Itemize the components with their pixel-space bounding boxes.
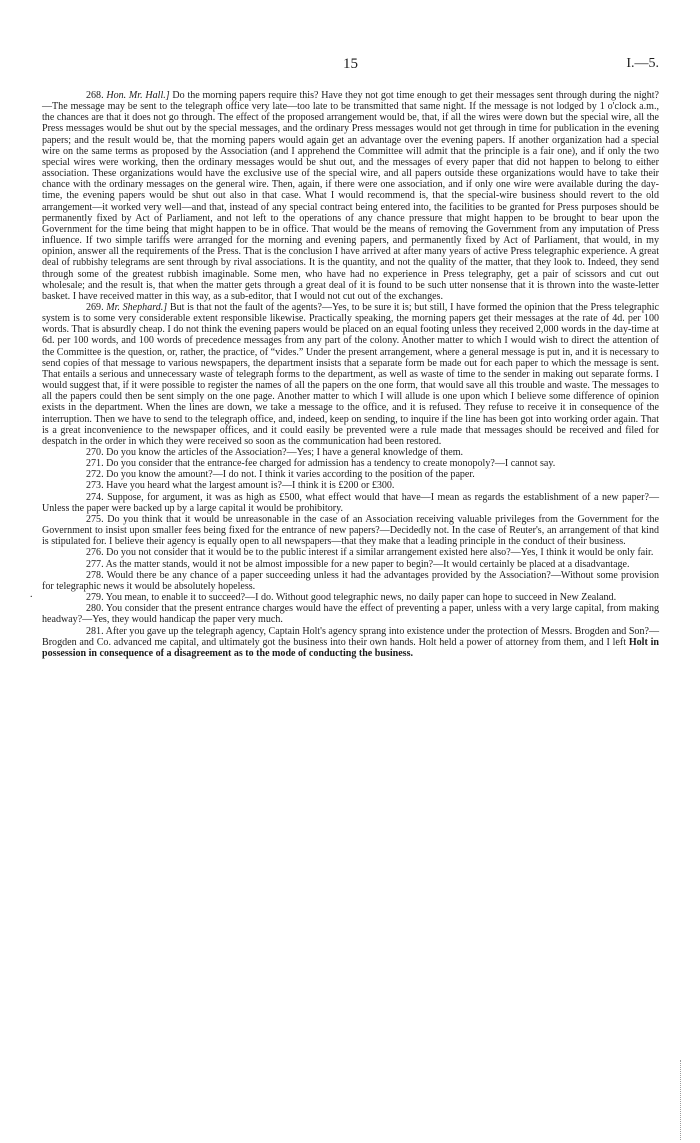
question-number: 269. — [86, 301, 104, 313]
question-answer-text: You mean, to enable it to succeed?—I do. Without good telegraphic news, no daily paper can hope to succeed in New Zealand. — [105, 592, 617, 604]
question-paragraph — [42, 592, 659, 603]
margin-mark: . — [30, 589, 33, 600]
question-paragraph — [42, 559, 659, 570]
speaker-name: Hon. Mr. Hall.] — [106, 90, 170, 101]
question-paragraph — [42, 458, 659, 469]
question-number: 276. — [86, 547, 104, 559]
question-answer-text: But is that not the fault of the agents?—Yes, to be sure it is; but still, I have formed the opinion that the Press telegraphic system is to some very considerable extent responsible likewise. Practically speaking, the morning papers get their messages at the rate of 4d. per 100 words. That is absurdly cheap. I do not think the evening papers would be placed on an equal footing unless they received 2,000 words in the day-time at 6d. per 100 words, and 100 words of precedence messages from any part of the colony. Another matter to which I would wish to direct the attention of the Committee is the question, or, rather, the practice, of “vides.” Under the present arrangement, where a general message is put in, and it is necessary to send copies of that message to various newspapers, the department insists that a separate form be made out for each paper to which the message is sent. That entails a serious and unnecessary waste of telegraph forms to the department, as well as waste of time to the sender in making out separate forms. I would suggest that, if it were possible to register the names of all the papers on the one form, that would save all this trouble and waste. The messages to all the papers could then be sent simply on the one page. Another matter to which I will allude is one upon which I believe some difference of opinion exists in the department. When the lines are down, we take a message to the office, and it is refused. They refuse to receive it in consequence of the interruption. Then we have to send to the telegraph office, and, indeed, keep on sending, to inquire if the line has been got into working order again. That is a great inconvenience to the newspaper offices, and it could easily be prevented were a rule made that messages should be received and filed for despatch in the order in which they were received so soon as the communication had been restored. — [42, 301, 660, 447]
question-answer-text: Suppose, for argument, it was as high as £500, what effect would that have—I mean as regards the establishment of a new paper?—Unless the paper were backed up by a large capital it would be prohibitory. — [42, 491, 659, 514]
question-answer-text: Would there be any chance of a paper succeeding unless it had the advantages provided by the Association?—Without some provision for telegraphic news it would be absolutely hopeless. — [42, 569, 659, 592]
question-paragraph — [42, 603, 659, 625]
question-number: 272. — [86, 469, 104, 481]
question-number: 271. — [86, 458, 104, 470]
question-answer-text: Do you consider that the entrance-fee charged for admission has a tendency to create monopoly?—I cannot say. — [106, 458, 556, 470]
question-answer-text: Do you think that it would be unreasonable in the case of an Association receiving valuable privileges from the Government for the Government to insist upon smaller fees being fixed for the entrance of new papers?—Decidedly not. In the case of Reuter's, an arrangement of that kind is stipulated for. I believe their agency is equally open to all newspapers—that they make that a leading principle in the conduct of their business. — [42, 513, 659, 548]
question-answer-text: Do you know the amount?—I do not. I think it varies according to the position of the paper. — [106, 469, 475, 481]
question-paragraph — [42, 480, 659, 491]
question-paragraph — [42, 626, 659, 659]
question-number: 278. — [86, 569, 104, 581]
question-number: 281. — [86, 625, 104, 637]
edge-dot-rule — [680, 1060, 682, 1140]
question-number: 277. — [86, 558, 104, 570]
question-paragraph — [42, 547, 659, 558]
question-paragraph — [42, 514, 659, 547]
question-paragraph — [42, 447, 659, 458]
evidence-text — [42, 90, 659, 659]
question-answer-text: After you gave up the telegraph agency, Captain Holt's agency sprang into existence under the protection of Messrs. Brogden and Son?—Brogden and Co. advanced me capital, and ultimately got the business into their own hands. Holt held a power of attorney from them, and I left — [42, 625, 659, 648]
question-number: 280. — [86, 603, 104, 615]
page-header — [42, 56, 659, 78]
question-paragraph — [42, 90, 659, 302]
question-number: 279. — [86, 592, 104, 604]
question-answer-text: Do you know the articles of the Association?—Yes; I have a general knowledge of them. — [106, 447, 464, 458]
question-paragraph — [42, 492, 659, 514]
page-number: 15 — [343, 56, 358, 72]
question-paragraph — [42, 469, 659, 480]
question-number: 273. — [86, 480, 104, 492]
question-paragraph — [42, 570, 659, 592]
question-paragraph — [42, 302, 659, 447]
question-answer-text: Do the morning papers require this? Have they not got time enough to get their messages sent through during the night?—The message may be sent to the telegraph office very late—too late to be transmitted that same night. If the message is not lodged by 1 o'clock a.m., the chances are that it does not go through. The effect of the proposed arrangement would be, that, if all the wires were down but the special wire, all the Press messages would be shut out by the special messages, and the ordinary Press messages would not get through in time for publication in the evening papers; and the result would be, that the morning papers would again get an advantage over the evening papers. If another organization had a special wire on the same terms as proposed by the Association (and I apprehend the Committee will admit that the principle is a fair one), and if only the two special wires were working, then the ordinary messages would be shut out, and the messages of every paper that did not happen to belong to either association. These organizations would have the exclusive use of the special wire, and all papers outside these organizations would have to take their chance with the ordinary messages on the general wire. Then, again, if there were one association, and if only one wire were available during the day-time, the evening papers would be shut out also in that case. What I would recommend is, that the special-wire business should revert to the old arrangement—it worked very well—and that, instead of any special contract being entered into, the facilities to be granted for Press purposes should be permanently fixed by Act of Parliament, and not left to the operations of any chance pressure that might happen to be brought to bear upon the Government for the time being that might happen to be in office. That would be the means of removing the Government from any imputation of Press influence. If two simple tariffs were arranged for the morning and evening papers, and permanently fixed by Act of Parliament, that would, in my opinion, answer all the requirements of the Press. That is the conclusion I have arrived at after many years of active Press telegraphic experience. A great deal of rubbishy telegrams are sent through by rival associations. It is the quantity, and not the quality of the matter, that they look to. Indeed, they send through some of the greatest rubbish imaginable. Some men, who have had no experience in Press telegraphy, get a pair of scissors and cut out wholesale; and the result is, that when the matter gets through a great deal of it is found to be such utter nonsense that it is thrown into the waste-letter basket. I have received matter in this way, as a sub-editor, that I would not cut out of the exchanges. — [42, 90, 659, 302]
question-answer-text: You consider that the present entrance charges would have the effect of preventing a paper, unless with a very large capital, from making headway?—Yes, they would handicap the paper very much. — [42, 603, 659, 626]
question-number: 274. — [86, 491, 104, 503]
question-answer-text: Have you heard what the largest amount is?—I think it is £200 or £300. — [106, 480, 395, 492]
question-number: 270. — [86, 447, 104, 458]
paper-reference: I.—5. — [626, 56, 659, 71]
speaker-name: Mr. Shephard.] — [106, 301, 168, 313]
question-number: 268. — [86, 90, 104, 101]
question-number: 275. — [86, 513, 104, 525]
question-answer-text: As the matter stands, would it not be almost impossible for a new paper to begin?—It would certainly be placed at a disadvantage. — [105, 558, 630, 570]
question-answer-text: Do you not consider that it would be to the public interest if a similar arrangement existed here also?—Yes, I think it would be only fair. — [106, 547, 654, 559]
closing-line: Holt in possession in consequence of a disagreement as to the mode of conducting the business. — [42, 636, 659, 659]
